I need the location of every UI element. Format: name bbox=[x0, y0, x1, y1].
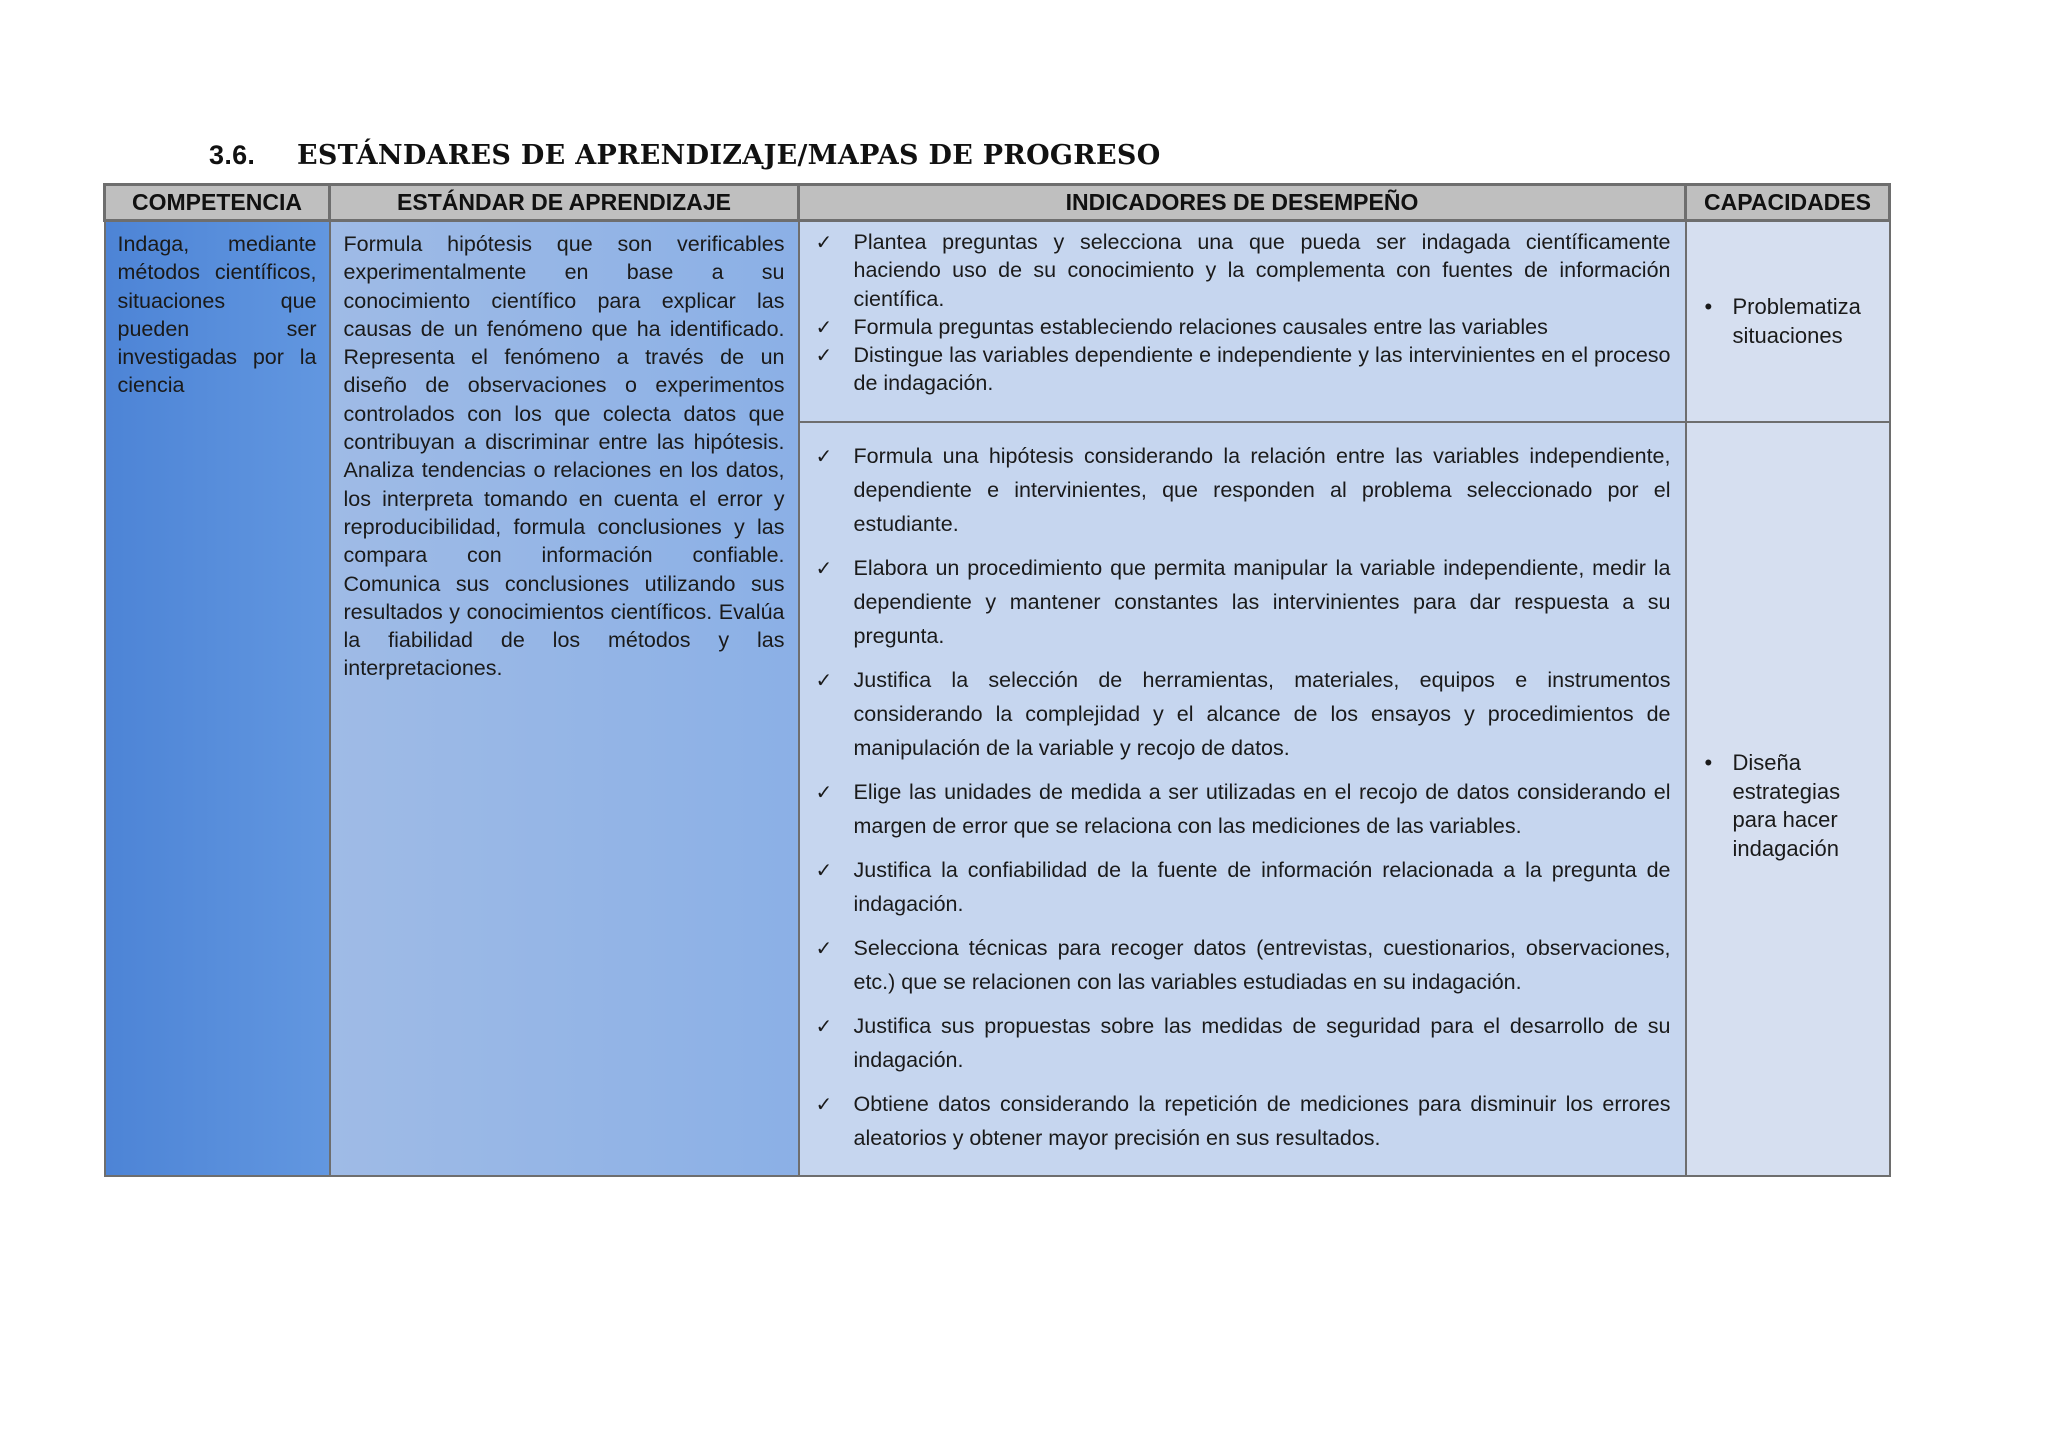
check-icon: ✓ bbox=[815, 668, 833, 692]
indicator-item bbox=[814, 663, 1671, 765]
indicator-list-2 bbox=[814, 439, 1671, 1155]
check-icon: ✓ bbox=[815, 314, 833, 339]
indicator-item bbox=[814, 439, 1671, 541]
indicator-text: Formula una hipótesis considerando la relación entre las variables independiente, dependiente e intervinientes, que responden al problema seleccionado por el estudiante. bbox=[853, 444, 1671, 536]
competencia-cell bbox=[105, 221, 330, 1177]
section-title: ESTÁNDARES DE APRENDIZAJE/MAPAS DE PROGRESO bbox=[297, 140, 1161, 171]
estandar-cell bbox=[330, 221, 799, 1177]
capacidad-cell-2 bbox=[1686, 422, 1890, 1176]
table-row bbox=[105, 221, 1890, 423]
indicator-item bbox=[814, 1087, 1671, 1155]
indicator-text: Selecciona técnicas para recoger datos (entrevistas, cuestionarios, observaciones, etc.) que se relacionen con las variables estudiadas en su indagación. bbox=[853, 936, 1671, 994]
indicator-item bbox=[814, 1009, 1671, 1077]
check-icon: ✓ bbox=[815, 556, 833, 580]
check-icon: ✓ bbox=[815, 1014, 833, 1038]
check-icon: ✓ bbox=[815, 444, 833, 468]
indicator-text: Justifica la confiabilidad de la fuente de información relacionada a la pregunta de indagación. bbox=[853, 858, 1671, 916]
indicator-text: Elige las unidades de medida a ser utilizadas en el recojo de datos considerando el margen de error que se relaciona con las mediciones de las variables. bbox=[853, 780, 1671, 838]
indicator-text: Justifica sus propuestas sobre las medidas de seguridad para el desarrollo de su indagación. bbox=[853, 1014, 1671, 1072]
indicator-item bbox=[814, 853, 1671, 921]
capacidad-label: Diseña estrategias para hacer indagación bbox=[1732, 750, 1841, 861]
indicator-text: Obtiene datos considerando la repetición de mediciones para disminuir los errores aleatorios y obtener mayor precisión en sus resultados. bbox=[853, 1092, 1671, 1150]
indicator-text: Elabora un procedimiento que permita manipular la variable independiente, medir la dependiente y mantener constantes las intervinientes para dar respuesta a su pregunta. bbox=[853, 556, 1671, 648]
indicator-item bbox=[814, 341, 1671, 398]
capacidad-cell-1 bbox=[1686, 221, 1890, 423]
indicator-item bbox=[814, 228, 1671, 313]
header-indicadores: INDICADORES DE DESEMPEÑO bbox=[799, 185, 1686, 221]
check-icon: ✓ bbox=[815, 343, 833, 368]
indicator-text: Distingue las variables dependiente e independiente y las intervinientes en el proceso de indagación. bbox=[853, 343, 1671, 396]
header-competencia: COMPETENCIA bbox=[105, 185, 330, 221]
standards-table bbox=[103, 183, 1891, 1177]
section-heading bbox=[209, 140, 1161, 176]
check-icon: ✓ bbox=[815, 780, 833, 804]
check-icon: ✓ bbox=[815, 1092, 833, 1116]
section-number: 3.6. bbox=[209, 140, 256, 170]
indicator-item bbox=[814, 775, 1671, 843]
indicator-text: Plantea preguntas y selecciona una que pueda ser indagada científicamente haciendo uso de su conocimiento y la complementa con fuentes de información científica. bbox=[853, 230, 1671, 311]
indicator-item bbox=[814, 551, 1671, 653]
check-icon: ✓ bbox=[815, 230, 833, 254]
bullet-icon: • bbox=[1704, 294, 1713, 319]
competencia-text: Indaga, mediante métodos científicos, situaciones que pueden ser investigadas por la ciencia bbox=[117, 232, 317, 398]
check-icon: ✓ bbox=[815, 936, 833, 960]
bullet-icon: • bbox=[1704, 750, 1713, 775]
indicators-group-1 bbox=[799, 221, 1686, 423]
table-header-row bbox=[105, 185, 1890, 221]
header-estandar: ESTÁNDAR DE APRENDIZAJE bbox=[330, 185, 799, 221]
capacidad-item bbox=[1699, 293, 1877, 350]
indicator-list-1 bbox=[814, 228, 1671, 398]
check-icon: ✓ bbox=[815, 858, 833, 882]
capacidad-item bbox=[1699, 749, 1877, 863]
estandar-text: Formula hipótesis que son verificables experimentalmente en base a su conocimiento científico para explicar las causas de un fenómeno que ha identificado. Representa el fenómeno a través de un diseño de observaciones o experimentos controlados con los que colecta datos que contribuyan a discriminar entre las hipótesis. Analiza tendencias o relaciones en los datos, los interpreta tomando en cuenta el error y reproducibilidad, formula conclusiones y las compara con información confiable. Comunica sus conclusiones utilizando sus resultados y conocimientos científicos. Evalúa la fiabilidad de los métodos y las interpretaciones. bbox=[343, 232, 785, 681]
indicator-item bbox=[814, 313, 1671, 341]
capacidad-label: Problematiza situaciones bbox=[1732, 294, 1861, 348]
indicators-group-2 bbox=[799, 422, 1686, 1176]
indicator-text: Formula preguntas estableciendo relaciones causales entre las variables bbox=[853, 314, 1548, 339]
header-capacidades: CAPACIDADES bbox=[1686, 185, 1890, 221]
indicator-text: Justifica la selección de herramientas, materiales, equipos e instrumentos considerando la complejidad y el alcance de los ensayos y procedimientos de manipulación de la variable y recojo de datos. bbox=[853, 668, 1671, 760]
indicator-item bbox=[814, 931, 1671, 999]
